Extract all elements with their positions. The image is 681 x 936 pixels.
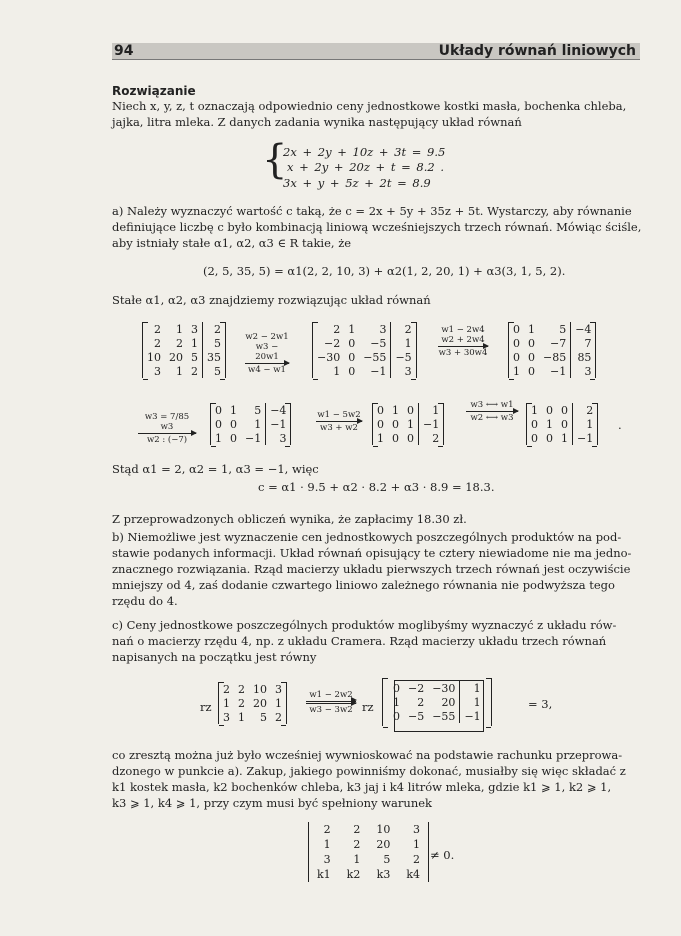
matrix-2 xyxy=(312,322,417,378)
matrix-cell: −5 xyxy=(370,336,387,350)
matrix-cell: 2 xyxy=(154,322,161,336)
matrix-cell: k2 xyxy=(346,868,361,881)
matrix-row xyxy=(211,417,290,431)
matrix-cell: 35 xyxy=(203,350,226,364)
matrix-row xyxy=(313,364,416,378)
matrix-cell: 1 xyxy=(348,322,356,336)
op-5b: w2 ⟷ w3 xyxy=(470,413,514,423)
matrix-cell: 2 xyxy=(391,322,416,336)
part-c-line-2: nań o macierzy rzędu 4, np. z układu Cramera. Rząd macierzy układu trzech równań xyxy=(112,634,607,648)
matrix-cell: 1 xyxy=(460,681,485,695)
matrix-cell: 1 xyxy=(513,364,520,378)
matrix-row xyxy=(143,364,225,378)
matrix-cell: −2 xyxy=(324,336,341,350)
matrix-cell: 0 xyxy=(546,403,553,417)
matrix-cell: 0 xyxy=(348,336,356,350)
matrix-cell: 7 xyxy=(571,336,596,350)
op-2b: w2 + 2w4 xyxy=(441,335,485,345)
matrix-cell: 0 xyxy=(392,417,399,431)
matrix-cell: 20 xyxy=(376,838,391,851)
result-line: Stąd α1 = 2, α2 = 1, α3 = −1, więc xyxy=(112,462,319,476)
matrix-row xyxy=(313,350,416,364)
matrix-cell: 0 xyxy=(561,403,568,417)
matrix-row xyxy=(373,403,443,417)
rank-ops xyxy=(306,690,356,715)
matrix-cell: 0 xyxy=(215,417,222,431)
part-b-line-1: b) Niemożliwe jest wyznaczenie cen jednostkowych poszczególnych produktów na pod- xyxy=(112,530,622,544)
c-equation: c = α1 · 9.5 + α2 · 8.2 + α3 · 8.9 = 18.3. xyxy=(258,480,495,494)
op-arrow-3 xyxy=(138,412,196,445)
matrix-cell: 2 xyxy=(203,322,226,336)
op-3a: w3 = 7/85 w3 xyxy=(144,412,190,432)
matrix-row xyxy=(527,417,597,431)
rank-result: = 3, xyxy=(528,697,553,711)
matrix-cell: k4 xyxy=(406,868,421,881)
matrix-cell: −2 xyxy=(408,681,425,695)
op-2a: w1 − 2w4 xyxy=(441,325,485,335)
matrix-cell: 0 xyxy=(407,431,414,445)
matrix-row xyxy=(509,336,595,350)
matrix-cell: 85 xyxy=(571,350,596,364)
matrix-cell: 3 xyxy=(379,322,387,336)
matrix-cell: 0 xyxy=(546,431,553,445)
matrix-5 xyxy=(372,403,444,445)
final-line-2: dzonego w punkcie a). Zakup, jakiego powinniśmy dokonać, musiałby się więc składać z xyxy=(112,764,626,778)
header-title: Układy równań liniowych xyxy=(438,43,636,59)
constants-line: Stałe α1, α2, α3 znajdziemy rozwiązując układ równań xyxy=(112,293,431,307)
running-header xyxy=(112,43,640,60)
matrix-cell: 2 xyxy=(154,336,161,350)
matrix-cell: 1 xyxy=(238,710,245,724)
op-1a: w2 − 2w1 xyxy=(245,332,289,342)
matrix-cell: 1 xyxy=(230,403,237,417)
matrix-cell: 2 xyxy=(573,403,598,417)
matrix-cell: 1 xyxy=(176,322,183,336)
matrix-cell: 0 xyxy=(513,350,520,364)
matrix-cell: 1 xyxy=(528,322,535,336)
m5-body xyxy=(373,403,443,445)
part-b-line-4: mniejszy od 4, zaś dodanie czwartego liniowo zależnego równania nie podwyższa tego xyxy=(112,578,615,592)
matrix-cell: 2 xyxy=(323,823,331,836)
matrix-cell: 2 xyxy=(275,710,282,724)
matrix-cell: 1 xyxy=(393,695,400,709)
matrix-cell: 2 xyxy=(238,682,245,696)
matrix-cell: 3 xyxy=(323,853,331,866)
rank-label-1: rz xyxy=(200,700,212,714)
part-b-line-3: znacznego rozwiązania. Rząd macierzy układu pierwszych trzech równań jest oczywiście xyxy=(112,562,631,576)
matrix-cell: 3 xyxy=(191,322,198,336)
matrix-cell: 3 xyxy=(413,823,421,836)
matrix-cell: 20 xyxy=(441,695,456,709)
matrix-cell: 1 xyxy=(573,417,598,431)
m3-body xyxy=(509,322,595,378)
matrix-row xyxy=(509,322,595,336)
matrix-cell: 0 xyxy=(561,417,568,431)
matrix-6-period: . xyxy=(618,418,622,432)
matrix-cell: 2 xyxy=(176,336,183,350)
matrix-row xyxy=(219,682,286,696)
matrix-cell: 0 xyxy=(393,709,400,723)
matrix-cell: 20 xyxy=(253,696,267,710)
matrix-cell: 0 xyxy=(393,681,400,695)
matrix-cell: −5 xyxy=(391,350,416,364)
matrix-row xyxy=(313,336,416,350)
matrix-cell: 0 xyxy=(528,364,535,378)
part-c-line-1: c) Ceny jednostkowe poszczególnych produktów moglibyśmy wyznaczyć z układu rów- xyxy=(112,618,617,632)
matrix-cell: −1 xyxy=(266,417,291,431)
matrix-cell: 5 xyxy=(383,853,391,866)
matrix-cell: 1 xyxy=(391,336,416,350)
matrix-3 xyxy=(508,322,596,378)
matrix-cell: 0 xyxy=(215,403,222,417)
matrix-1 xyxy=(142,322,226,378)
op-1b: w3 − 20w1 xyxy=(255,342,279,362)
matrix-cell: 1 xyxy=(419,403,444,417)
op-2c: w3 + 30w4 xyxy=(438,348,488,358)
matrix-cell: 1 xyxy=(546,417,553,431)
matrix-cell: 0 xyxy=(348,350,356,364)
matrix-cell: 10 xyxy=(147,350,161,364)
rank-label-2: rz xyxy=(362,700,374,714)
final-line-1: co zresztą można już było wcześniej wywnioskować na podstawie rachunku przeprowa- xyxy=(112,748,623,762)
matrix-cell: 1 xyxy=(407,417,414,431)
matrix-cell: 2 xyxy=(417,695,425,709)
matrix-row xyxy=(219,710,286,724)
op-arrow-1 xyxy=(245,332,289,375)
rank-matrix-left xyxy=(218,682,287,724)
matrix-cell: −4 xyxy=(571,322,596,336)
combination-equation: (2, 5, 35, 5) = α1(2, 2, 10, 3) + α2(1, 2, 20, 1) + α3(3, 1, 5, 2). xyxy=(203,264,566,278)
submatrix-box xyxy=(394,680,484,732)
det-body xyxy=(309,822,428,882)
matrix-cell: 0 xyxy=(513,322,520,336)
part-a-line-1: a) Należy wyznaczyć wartość c taką, że c = 2x + 5y + 35z + 5t. Wystarczy, aby równanie xyxy=(112,204,632,218)
op-5a: w3 ⟷ w1 xyxy=(470,400,514,410)
determinant xyxy=(308,822,429,882)
matrix-cell: −30 xyxy=(317,350,341,364)
m1-body xyxy=(143,322,225,378)
matrix-cell: −5 xyxy=(408,709,425,723)
rank-left-body xyxy=(219,682,286,724)
op-arrow-2 xyxy=(438,325,488,358)
matrix-cell: −1 xyxy=(460,709,485,723)
matrix-cell: 0 xyxy=(531,417,538,431)
matrix-cell: −1 xyxy=(573,431,598,445)
matrix-cell: 3 xyxy=(571,364,596,378)
matrix-row xyxy=(373,431,443,445)
matrix-cell: 5 xyxy=(559,322,567,336)
matrix-cell: 0 xyxy=(513,336,520,350)
matrix-cell: 1 xyxy=(460,695,485,709)
op-4b: w3 + w2 xyxy=(320,423,358,433)
op-1c: w4 − w1 xyxy=(248,365,286,375)
op-arrow-4 xyxy=(316,410,362,433)
matrix-row xyxy=(309,822,428,837)
matrix-cell: −55 xyxy=(363,350,387,364)
matrix-cell: 2 xyxy=(191,364,198,378)
matrix-cell: 0 xyxy=(407,403,414,417)
matrix-cell: −4 xyxy=(266,403,291,417)
matrix-6 xyxy=(526,403,598,445)
matrix-row xyxy=(509,364,595,378)
matrix-row xyxy=(313,322,416,336)
matrix-cell: 1 xyxy=(323,838,331,851)
matrix-cell: k1 xyxy=(317,868,331,881)
system-eq-3: 3x + y + 5z + 2t = 8.9 xyxy=(283,176,431,190)
matrix-cell: 3 xyxy=(223,710,230,724)
rank-op-1: w1 − 2w2 xyxy=(309,690,353,700)
matrix-cell: 1 xyxy=(531,403,538,417)
matrix-cell: 5 xyxy=(203,336,226,350)
op-4a: w1 − 5w2 xyxy=(317,410,361,420)
matrix-cell: 1 xyxy=(254,417,262,431)
page-number: 94 xyxy=(114,43,134,59)
matrix-cell: k3 xyxy=(376,868,391,881)
matrix-cell: 3 xyxy=(154,364,161,378)
matrix-cell: −7 xyxy=(550,336,567,350)
matrix-cell: 0 xyxy=(230,417,237,431)
part-a-line-3: aby istniały stałe α1, α2, α3 ∈ R takie, że xyxy=(112,236,352,250)
matrix-4 xyxy=(210,403,291,445)
matrix-cell: 0 xyxy=(377,403,384,417)
matrix-cell: 1 xyxy=(377,431,384,445)
final-line-4: k3 ⩾ 1, k4 ⩾ 1, przy czym musi być spełniony warunek xyxy=(112,796,432,810)
matrix-row xyxy=(143,350,225,364)
matrix-row xyxy=(309,867,428,882)
matrix-cell: 2 xyxy=(223,682,230,696)
det-neq: ≠ 0. xyxy=(430,848,455,862)
matrix-row xyxy=(219,696,286,710)
rank-op-2: w3 − 3w2 xyxy=(309,705,353,715)
matrix-row xyxy=(373,417,443,431)
matrix-cell: 2 xyxy=(419,431,444,445)
conclusion: Z przeprowadzonych obliczeń wynika, że zapłacimy 18.30 zł. xyxy=(112,512,467,526)
matrix-cell: 1 xyxy=(215,431,222,445)
matrix-row xyxy=(143,336,225,350)
section-title: Rozwiązanie xyxy=(112,84,196,98)
matrix-cell: 0 xyxy=(348,364,356,378)
matrix-cell: 10 xyxy=(253,682,267,696)
m6-body xyxy=(527,403,597,445)
part-c-line-3: napisanych na początku jest równy xyxy=(112,650,317,664)
part-a-line-2: definiujące liczbę c było kombinacją liniową wcześniejszych trzech równań. Mówiąc ściśle, xyxy=(112,220,642,234)
matrix-row xyxy=(211,431,290,445)
matrix-cell: 1 xyxy=(223,696,230,710)
op-arrow-5 xyxy=(466,400,518,423)
intro-line-1: Niech x, y, z, t oznaczają odpowiednio ceny jednostkowe kostki masła, bochenka chleba, xyxy=(112,99,627,113)
rank-matrix-right xyxy=(382,678,492,726)
matrix-cell: 0 xyxy=(531,431,538,445)
m4-body xyxy=(211,403,290,445)
m2-body xyxy=(313,322,416,378)
matrix-row xyxy=(527,431,597,445)
matrix-cell: 1 xyxy=(353,853,361,866)
system-eq-1: 2x + 2y + 10z + 3t = 9.5 xyxy=(283,145,446,159)
matrix-cell: −85 xyxy=(543,350,567,364)
matrix-cell: 3 xyxy=(275,682,282,696)
system-brace: { xyxy=(262,137,288,183)
part-b-line-5: rzędu do 4. xyxy=(112,594,178,608)
matrix-row xyxy=(143,322,225,336)
matrix-cell: 2 xyxy=(353,823,361,836)
matrix-cell: −1 xyxy=(245,431,262,445)
matrix-cell: −55 xyxy=(432,709,456,723)
matrix-cell: 1 xyxy=(333,364,341,378)
final-line-3: k1 kostek masła, k2 bochenków chleba, k3 jaj i k4 litrów mleka, gdzie k1 ⩾ 1, k2 ⩾ 1, xyxy=(112,780,612,794)
matrix-row xyxy=(211,403,290,417)
matrix-cell: 0 xyxy=(528,336,535,350)
matrix-cell: 2 xyxy=(238,696,245,710)
matrix-cell: −30 xyxy=(432,681,456,695)
system-eq-2: x + 2y + 20z + t = 8.2 . xyxy=(287,160,444,174)
matrix-row xyxy=(509,350,595,364)
matrix-cell: 1 xyxy=(191,336,198,350)
matrix-cell: 10 xyxy=(376,823,391,836)
matrix-row xyxy=(309,852,428,867)
matrix-cell: 1 xyxy=(392,403,399,417)
op-3b: w2 : (−7) xyxy=(146,435,188,445)
matrix-cell: 1 xyxy=(275,696,282,710)
matrix-cell: 0 xyxy=(392,431,399,445)
part-b-line-2: stawie podanych informacji. Układ równań opisujący te cztery niewiadome nie ma jedno- xyxy=(112,546,632,560)
matrix-cell: 0 xyxy=(377,417,384,431)
matrix-cell: −1 xyxy=(370,364,387,378)
matrix-cell: 20 xyxy=(169,350,183,364)
matrix-cell: −1 xyxy=(550,364,567,378)
matrix-cell: 3 xyxy=(391,364,416,378)
matrix-cell: 5 xyxy=(203,364,226,378)
matrix-cell: 2 xyxy=(333,322,341,336)
matrix-cell: 1 xyxy=(176,364,183,378)
matrix-row xyxy=(309,837,428,852)
matrix-row xyxy=(527,403,597,417)
matrix-cell: 0 xyxy=(230,431,237,445)
matrix-cell: 1 xyxy=(561,431,568,445)
matrix-cell: 0 xyxy=(528,350,535,364)
matrix-cell: 3 xyxy=(266,431,291,445)
intro-line-2: jajka, litra mleka. Z danych zadania wynika następujący układ równań xyxy=(112,115,522,129)
matrix-cell: 5 xyxy=(254,403,262,417)
matrix-cell: 5 xyxy=(260,710,267,724)
matrix-cell: −1 xyxy=(419,417,444,431)
matrix-cell: 2 xyxy=(353,838,361,851)
matrix-cell: 1 xyxy=(413,838,421,851)
matrix-cell: 5 xyxy=(191,350,198,364)
matrix-cell: 2 xyxy=(413,853,421,866)
